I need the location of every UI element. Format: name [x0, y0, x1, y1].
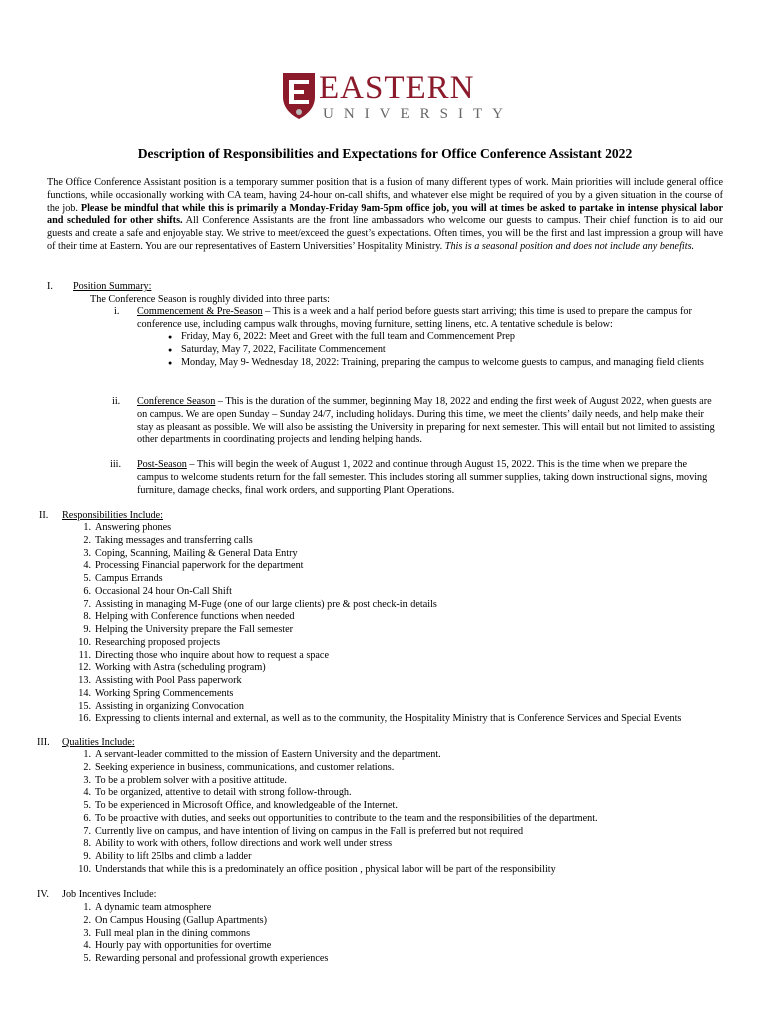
list-item: 4. Processing Financial paperwork for the department: [83, 560, 304, 572]
list-item: 9. Helping the University prepare the Fall semester: [83, 624, 294, 635]
section-1-lead: The Conference Season is roughly divided into three parts:: [90, 294, 330, 305]
list-item: 10. Understands that while this is a predominately an office position , physical labor will be part of the responsibility: [78, 863, 556, 875]
list-item: 4. To be organized, attentive to detail with strong follow-through.: [83, 787, 352, 799]
list-item: 1. A dynamic team atmosphere: [83, 902, 212, 913]
university-logo: [281, 69, 513, 133]
part-3-text: – This will begin the week of August 1, 2022 and continue through August 15, 2022. This is the time when we prepare the campus to welcome students return for the fall semester. This includes storing all summer supplies, taking down instructional signs, moving furniture, damage checks, final work orders, and supporting Plant Operations.: [137, 459, 708, 496]
list-item: 14. Working Spring Commencements: [78, 687, 234, 699]
part-1-text: – This is a week and a half period before guests start arriving; this time is used to prepare the campus for conference use, including campus walk throughs, moving furniture, setting linens, etc. A tentative schedule is below:: [137, 306, 692, 330]
part-3-name: Post-Season: [137, 459, 187, 470]
shield-icon: [281, 71, 317, 121]
intro-benefits-note: This is a seasonal position and does not include any benefits.: [444, 240, 695, 252]
intro-paragraph: [47, 177, 723, 254]
list-item: 1. A servant-leader committed to the mission of Eastern University and the department.: [83, 749, 441, 760]
intro-text-2: All Conference Assistants are the front line ambassadors who welcome our guests to campus. Their chief function is to aid our guests and create a safe and enjoyable stay. We strive to meet/exceed the guest’s expectations. Often times, you will be the first and last impression a group will have of their time at Eastern. You are our representatives of Eastern Universities’ Hospitality Ministry.: [47, 215, 723, 252]
list-item: 16. Expressing to clients internal and external, as well as to the community, the Hospitality Ministry that is Conference Services and Special Events: [78, 713, 682, 725]
list-item: 5. Rewarding personal and professional growth experiences: [83, 953, 329, 964]
list-item: 4. Hourly pay with opportunities for overtime: [83, 940, 272, 952]
part-2-text: – This is the duration of the summer, beginning May 18, 2022 and ending the first week of August 2022, when guests are on campus. We are open Sunday – Sunday 24/7, including holidays. During this time, we meet the clients’ daily needs, and help make their stay as pleasant as possible. We will also be assisting the University in preparing for next semester. This will entail but not limited to assisting other departments in coordinating projects and lending helping hands.: [137, 396, 715, 446]
list-item: 12. Working with Astra (scheduling program): [78, 662, 266, 674]
logo-wordmark: EASTERN: [319, 70, 475, 106]
list-item: 9. Ability to lift 25lbs and climb a ladder: [83, 851, 252, 862]
list-item: 1. Answering phones: [83, 522, 172, 533]
incentives-list: [83, 902, 329, 966]
section-1-heading: Position Summary:: [73, 281, 152, 292]
list-item: 2. Seeking experience in business, communications, and customer relations.: [83, 761, 395, 773]
list-item: 13. Assisting with Pool Pass paperwork: [78, 675, 242, 686]
schedule-item: ● Saturday, May 7, 2022, Facilitate Commencement: [168, 344, 713, 357]
list-item: 10. Researching proposed projects: [78, 636, 221, 648]
list-item: 8. Helping with Conference functions when needed: [83, 611, 295, 623]
section-3-heading: Qualities Include:: [62, 737, 135, 748]
list-item: 2. On Campus Housing (Gallup Apartments): [83, 914, 268, 926]
list-item: 3. Full meal plan in the dining commons: [83, 927, 251, 939]
list-item: 8. Ability to work with others, follow directions and work well under stress: [83, 838, 393, 850]
section-2-heading: Responsibilities Include:: [62, 510, 164, 521]
part-1-description: [137, 306, 715, 332]
section-2-numeral: II.: [39, 510, 49, 521]
list-item: 5. To be experienced in Microsoft Office, and knowledgeable of the Internet.: [83, 800, 398, 811]
schedule-item: ● Monday, May 9- Wednesday 18, 2022: Training, preparing the campus to welcome guests to campus, and managing field clients: [168, 357, 713, 370]
part-1-numeral: i.: [114, 306, 120, 317]
section-1-numeral: I.: [47, 281, 53, 292]
logo-subtitle: UNIVERSITY: [323, 106, 513, 122]
responsibilities-list: [78, 522, 682, 726]
list-item: 6. To be proactive with duties, and seeks out opportunities to contribute to the team and the responsibilities of the department.: [83, 812, 598, 824]
qualities-list: [78, 749, 598, 877]
part-1-name: Commencement & Pre-Season: [137, 306, 263, 317]
list-item: 5. Campus Errands: [83, 573, 163, 584]
section-4-heading: Job Incentives Include:: [62, 889, 157, 900]
list-item: 3. Coping, Scanning, Mailing & General Data Entry: [83, 547, 298, 559]
part-3-description: [137, 459, 715, 497]
part-3-numeral: iii.: [110, 459, 122, 470]
part-2-numeral: ii.: [112, 396, 121, 407]
list-item: 3. To be a problem solver with a positive attitude.: [83, 774, 287, 786]
schedule-item: ● Friday, May 6, 2022: Meet and Greet with the full team and Commencement Prep: [168, 331, 713, 344]
schedule-list: [168, 331, 713, 369]
part-2-name: Conference Season: [137, 396, 216, 407]
section-3-numeral: III.: [37, 737, 50, 748]
document-title: Description of Responsibilities and Expectations for Office Conference Assistant 2022: [137, 146, 633, 161]
list-item: 7. Assisting in managing M-Fuge (one of our large clients) pre & post check-in details: [83, 598, 437, 610]
list-item: 7. Currently live on campus, and have intention of living on campus in the Fall is preferred but not required: [83, 825, 524, 837]
part-2-description: [137, 396, 715, 447]
list-item: 15. Assisting in organizing Convocation: [78, 700, 244, 712]
section-4-numeral: IV.: [37, 889, 49, 900]
list-item: 2. Taking messages and transferring calls: [83, 534, 253, 546]
list-item: 11. Directing those who inquire about how to request a space: [78, 649, 329, 661]
intro-text-1: The Office Conference Assistant position is a temporary summer position that is a fusion of many different types of work. Main priorities will include general office functions, while occasionally working with CA team, having 24-hour on-call shifts, and whatever else might be required of you by a given situation in the course of the job.: [47, 177, 723, 214]
list-item: 6. Occasional 24 hour On-Call Shift: [83, 585, 232, 597]
intro-bold-note: Please be mindful that while this is primarily a Monday-Friday 9am-5pm office job, you will at times be asked to partake in intense physical labor and scheduled for other shifts.: [47, 202, 723, 227]
